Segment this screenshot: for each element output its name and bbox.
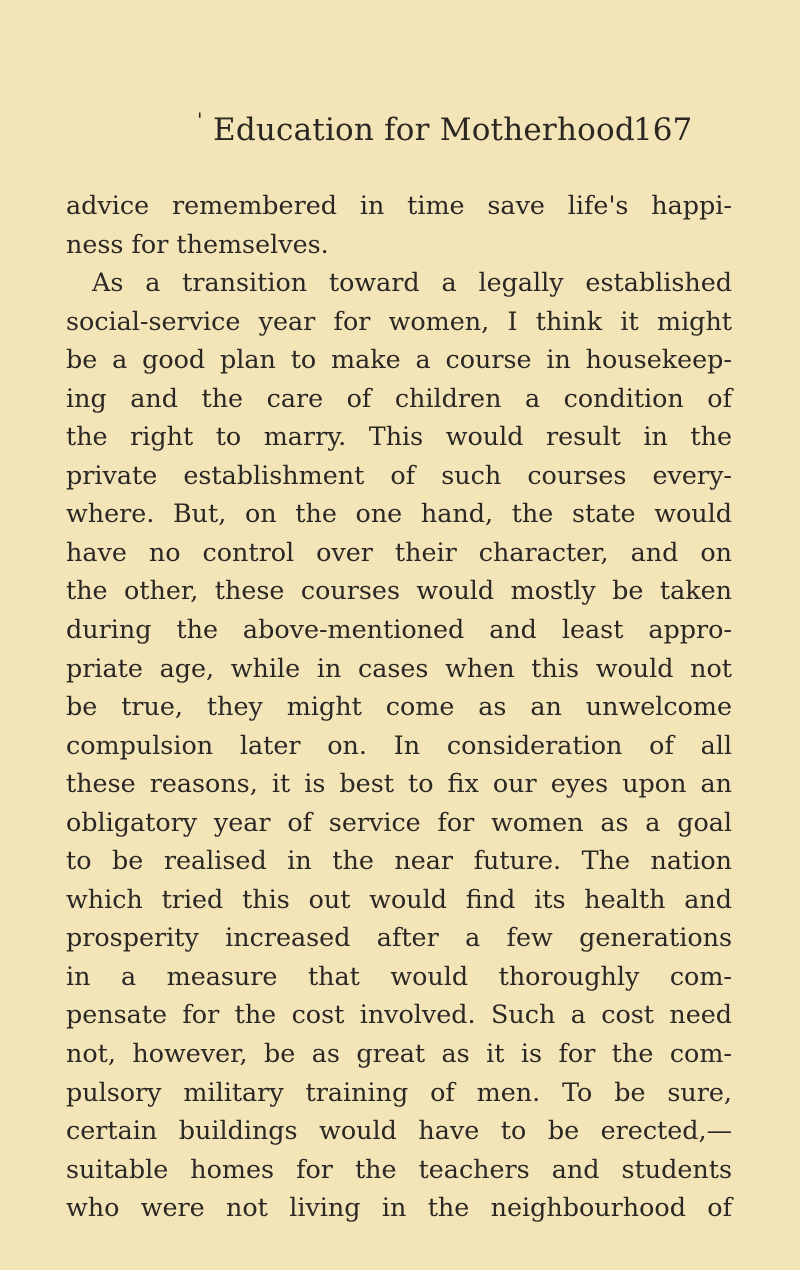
text-line: social-service year for women, I think it might [66,305,732,336]
text-line: pensate for the cost involved. Such a cost need [66,999,732,1030]
text-line: the other, these courses would mostly be taken [66,575,732,606]
text-line: certain buildings would have to be erected,— [66,1115,732,1146]
text-line: these reasons, it is best to fix our eyes upon an [66,768,732,799]
text-line: As a transition toward a legally established [92,267,732,298]
text-line: obligatory year of service for women as a goal [66,806,732,837]
text-line: private establishment of such courses every- [66,459,732,490]
text-line: advice remembered in time save life's happi- [66,190,732,220]
text-line: the right to marry. This would result in the [66,421,732,452]
text-line: be true, they might come as an unwelcome [66,691,732,722]
text-line: prosperity increased after a few generations [66,922,732,953]
text-line: compulsion later on. In consideration of all [66,729,732,760]
text-line: priate age, while in cases when this would not [66,652,732,683]
text-line: ing and the care of children a condition of [66,382,732,413]
text-line: be a good plan to make a course in housekeep- [66,344,732,375]
text-line: where. But, on the one hand, the state would [66,498,732,529]
text-line: during the above-mentioned and least appro- [66,614,732,645]
text-line: to be realised in the near future. The nation [66,845,732,876]
text-line: in a measure that would thoroughly com- [66,960,732,991]
running-head [0,108,800,162]
stray-mark: ' [197,108,203,132]
text-line: not, however, be as great as it is for the com- [66,1038,732,1069]
text-line: have no control over their character, and on [66,536,732,567]
text-line: which tried this out would find its health and [66,883,732,914]
text-line: suitable homes for the teachers and students [66,1153,732,1184]
text-line: pulsory military training of men. To be sure, [66,1076,732,1107]
page-title: Education for Motherhood [213,112,635,148]
text-line: who were not living in the neighbourhood of [66,1192,732,1223]
page-number: 167 [633,112,693,148]
text-line: ness for themselves. [66,228,329,259]
body-text [66,186,732,1227]
